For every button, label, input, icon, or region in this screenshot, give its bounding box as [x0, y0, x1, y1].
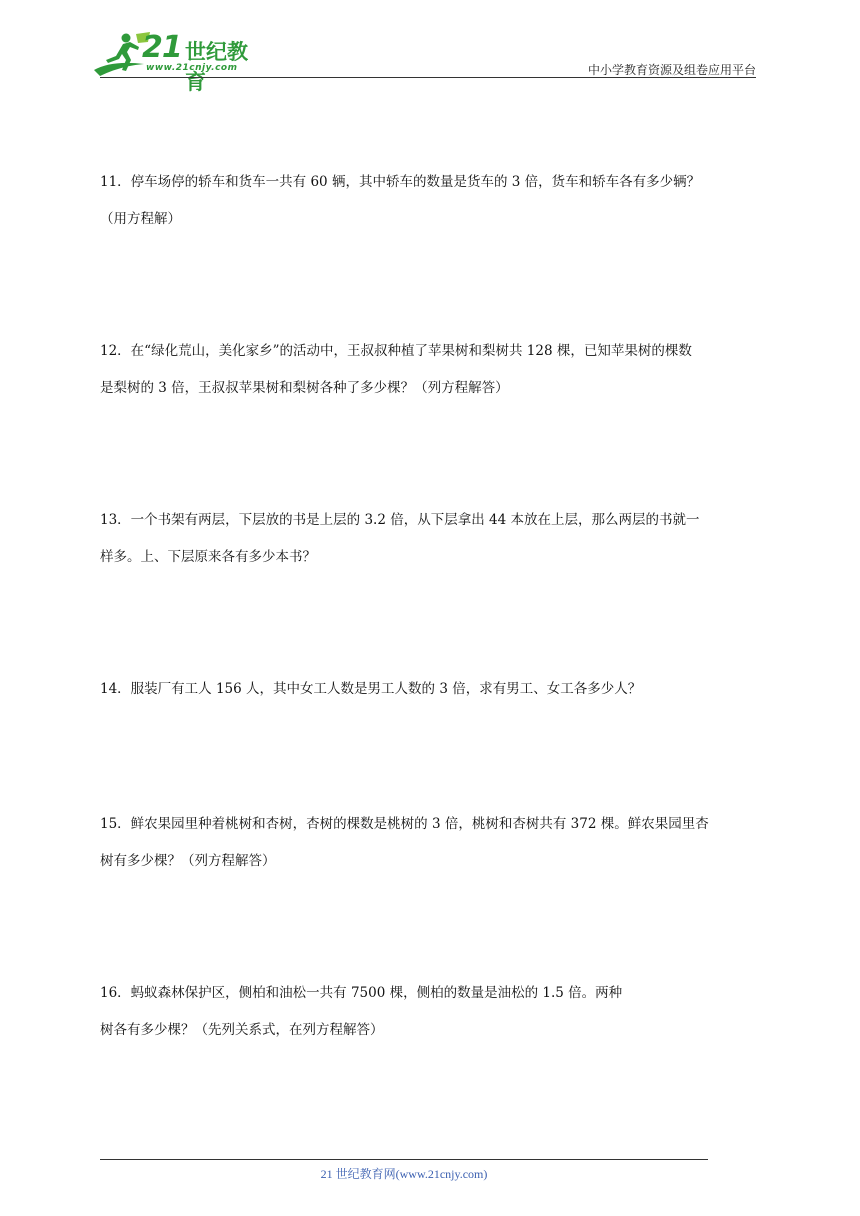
header-slogan: 中小学教育资源及组卷应用平台	[587, 63, 756, 77]
logo-number: 21	[142, 30, 182, 65]
header-divider	[100, 77, 756, 78]
question-15	[100, 806, 768, 880]
logo-url: www.21cnjy.com	[146, 63, 238, 73]
question-line: 15．鲜农果园里种着桃树和杏树，杏树的棵数是桃树的 3 倍，桃树和杏树共有 372 棵。鲜农果园里杏	[100, 816, 709, 832]
question-12	[100, 333, 768, 407]
question-line: （用方程解）	[100, 211, 181, 227]
site-logo[interactable]	[92, 30, 262, 94]
page-header	[0, 0, 860, 94]
question-11	[100, 164, 768, 238]
question-13	[100, 502, 768, 576]
question-line: 14．服装厂有工人 156 人，其中女工人数是男工人数的 3 倍，求有男工、女工各多少人？	[100, 681, 642, 697]
footer-link[interactable]: 21 世纪教育网(www.21cnjy.com)	[320, 1167, 488, 1181]
question-line: 16．蚂蚁森林保护区，侧柏和油松一共有 7500 棵，侧柏的数量是油松的 1.5 倍。两种	[100, 985, 623, 1001]
question-line: 11．停车场停的轿车和货车一共有 60 辆，其中轿车的数量是货车的 3 倍，货车和轿车各有多少辆？	[100, 174, 701, 190]
question-line: 树各有多少棵？（先列关系式，在列方程解答）	[100, 1022, 384, 1038]
question-14	[100, 671, 768, 708]
footer-divider	[100, 1159, 708, 1160]
question-line: 树有多少棵？（列方程解答）	[100, 853, 276, 869]
question-line: 12．在“绿化荒山，美化家乡”的活动中，王叔叔种植了苹果树和梨树共 128 棵，已知苹果树的棵数	[100, 343, 692, 359]
question-line: 13．一个书架有两层，下层放的书是上层的 3.2 倍，从下层拿出 44 本放在上层，那么两层的书就一	[100, 512, 700, 528]
question-line: 样多。上、下层原来各有多少本书？	[100, 549, 316, 565]
question-16	[100, 975, 768, 1049]
logo-title: 世纪教育	[185, 40, 248, 94]
question-line: 是梨树的 3 倍，王叔叔苹果树和梨树各种了多少棵？（列方程解答）	[100, 380, 509, 396]
